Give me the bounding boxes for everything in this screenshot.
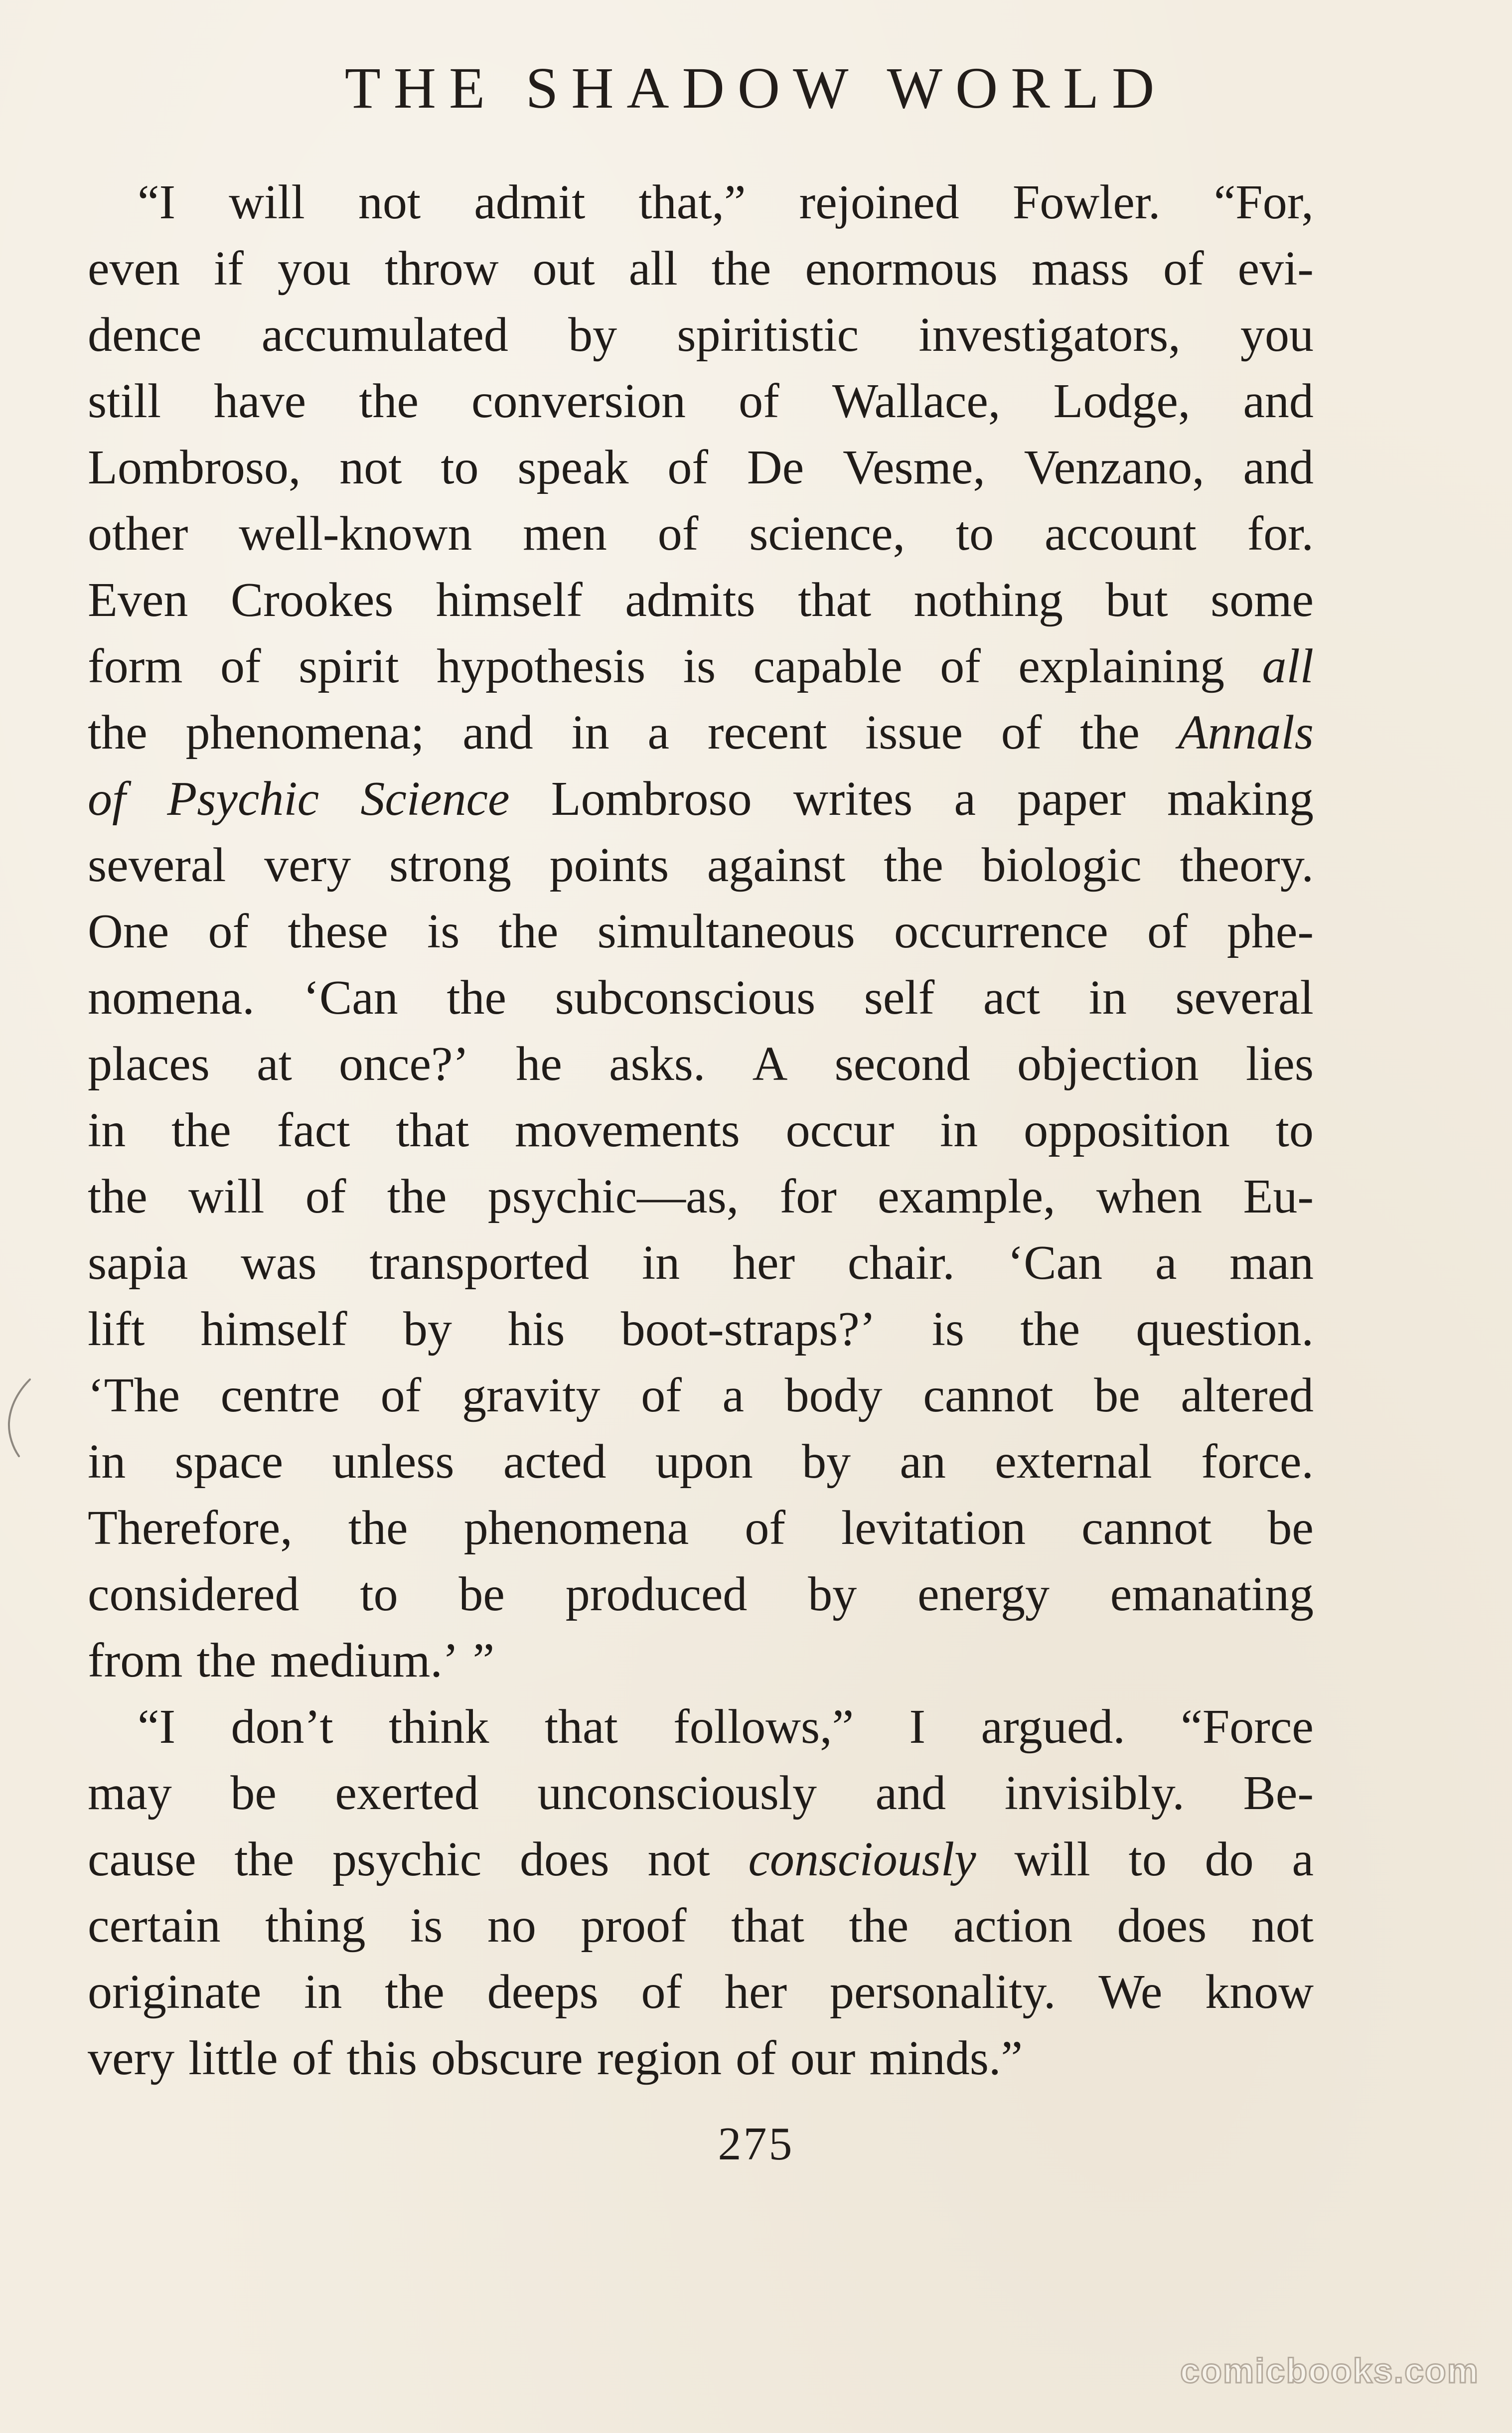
text-line <box>88 1495 1314 1561</box>
word: not <box>339 441 402 494</box>
word: throw <box>384 242 499 296</box>
word: emanating <box>1110 1567 1314 1621</box>
word: objection <box>1017 1037 1199 1091</box>
text-line <box>88 1296 1314 1363</box>
word: De <box>747 441 804 494</box>
text-line <box>88 633 1314 700</box>
word: that <box>798 573 872 627</box>
word: writes <box>793 772 913 826</box>
word: be <box>458 1567 505 1621</box>
word: levitation <box>841 1501 1026 1555</box>
word: the <box>385 1965 445 2019</box>
text-line <box>88 501 1314 567</box>
word: spirit <box>299 639 399 693</box>
word: is <box>683 639 716 693</box>
word: very <box>88 2031 175 2085</box>
word: and <box>875 1766 946 1820</box>
word: dence <box>88 308 202 362</box>
word: of <box>305 1170 346 1223</box>
word: will <box>229 175 305 229</box>
word: of <box>1163 242 1204 296</box>
word: occurrence <box>894 905 1108 958</box>
word: several <box>88 838 226 892</box>
word: obscure <box>431 2031 583 2085</box>
word: a <box>1292 1832 1314 1886</box>
word: sapia <box>88 1236 188 1290</box>
word: against <box>707 838 846 892</box>
word: a <box>954 772 976 826</box>
word: have <box>214 374 306 428</box>
word: A <box>752 1037 788 1091</box>
word: Annals <box>1178 706 1314 760</box>
word: making <box>1167 772 1314 826</box>
text-line <box>88 435 1314 501</box>
word: of <box>667 441 709 494</box>
word: be <box>1267 1501 1314 1555</box>
word: when <box>1096 1170 1203 1223</box>
word: rejoined <box>799 175 959 229</box>
word: strong <box>389 838 511 892</box>
word: the <box>1080 706 1140 760</box>
word: he <box>516 1037 562 1091</box>
word: does <box>520 1832 609 1886</box>
word: do <box>1205 1832 1254 1886</box>
text-line <box>88 1164 1314 1230</box>
word: minds.” <box>869 2031 1023 2085</box>
word: the <box>196 1634 257 1687</box>
word: action <box>953 1899 1073 1953</box>
word: cause <box>88 1832 196 1886</box>
text-line <box>88 700 1314 766</box>
word: of <box>739 374 779 428</box>
word: out <box>532 242 595 296</box>
word: “I <box>138 175 176 229</box>
word: men <box>523 507 607 561</box>
word: by <box>568 308 617 362</box>
word: to <box>360 1567 398 1621</box>
text-line <box>88 1893 1314 1959</box>
word: our <box>790 2031 856 2085</box>
word: will <box>1014 1832 1090 1886</box>
word: Venzano, <box>1024 441 1205 494</box>
word: himself <box>436 573 583 627</box>
word: is <box>931 1302 965 1356</box>
word: “For, <box>1213 175 1314 229</box>
word: phenomena; <box>185 706 425 760</box>
word: the <box>447 971 507 1025</box>
word: his <box>508 1302 565 1356</box>
word: accumulated <box>261 308 508 362</box>
word: account <box>1045 507 1197 561</box>
word: upon <box>655 1435 753 1489</box>
word: transported <box>369 1236 590 1290</box>
word: be <box>230 1766 277 1820</box>
word: thing <box>265 1899 366 1953</box>
text-line <box>88 2025 1314 2092</box>
word: Vesme, <box>843 441 985 494</box>
word: the <box>359 374 419 428</box>
word: Fowler. <box>1012 175 1161 229</box>
word: occur <box>785 1103 895 1157</box>
word: ” <box>472 1634 495 1687</box>
word: of <box>940 639 981 693</box>
word: movements <box>514 1103 740 1157</box>
word: in <box>571 706 609 760</box>
word: Lombroso <box>551 772 752 826</box>
word: admit <box>474 175 586 229</box>
word: to <box>955 507 994 561</box>
word: by <box>403 1302 452 1356</box>
word: We <box>1098 1965 1163 2019</box>
word: these <box>288 905 388 958</box>
text-line <box>88 965 1314 1031</box>
word: to <box>1275 1103 1314 1157</box>
word: don’t <box>231 1700 333 1754</box>
word: psychic—as, <box>487 1170 739 1223</box>
text-line <box>88 302 1314 368</box>
word: enormous <box>805 242 998 296</box>
word: certain <box>88 1899 221 1953</box>
word: in <box>88 1435 126 1489</box>
word: you <box>1240 308 1314 362</box>
word: very <box>264 838 351 892</box>
word: of <box>88 772 126 826</box>
word: think <box>388 1700 489 1754</box>
page-number: 275 <box>718 2118 794 2170</box>
word: in <box>304 1965 342 2019</box>
word: consciously <box>748 1832 976 1886</box>
word: biologic <box>981 838 1142 892</box>
word: the <box>711 242 771 296</box>
word: to <box>1128 1832 1167 1886</box>
word: mass <box>1031 242 1129 296</box>
word: the <box>884 838 943 892</box>
word: a <box>722 1369 745 1422</box>
word: deeps <box>487 1965 599 2019</box>
word: even <box>88 242 180 296</box>
word: in <box>641 1236 680 1290</box>
text-line <box>88 766 1314 832</box>
text-line <box>88 1031 1314 1097</box>
word: act <box>983 971 1041 1025</box>
text-line <box>88 368 1314 435</box>
word: that <box>731 1899 805 1953</box>
word: be <box>1094 1369 1140 1422</box>
word: is <box>410 1899 443 1953</box>
word: admits <box>625 573 756 627</box>
word: was <box>241 1236 317 1290</box>
text-line <box>88 1230 1314 1296</box>
word: Be- <box>1243 1766 1314 1820</box>
word: considered <box>88 1567 300 1621</box>
text-line <box>88 832 1314 899</box>
word: to <box>441 441 479 494</box>
word: I <box>909 1700 926 1754</box>
word: external <box>995 1435 1152 1489</box>
word: explaining <box>1018 639 1225 693</box>
word: invisibly. <box>1004 1766 1185 1820</box>
word: and <box>462 706 533 760</box>
word: unless <box>332 1435 454 1489</box>
word: of <box>220 639 261 693</box>
word: other <box>88 507 188 561</box>
word: will <box>188 1170 265 1223</box>
word: from <box>88 1634 183 1687</box>
word: the <box>849 1899 909 1953</box>
word: of <box>745 1501 785 1555</box>
word: of <box>1147 905 1188 958</box>
word: the <box>234 1832 295 1886</box>
word: some <box>1210 573 1314 627</box>
word: not <box>647 1832 710 1886</box>
word: argued. <box>981 1700 1125 1754</box>
text-line <box>88 1694 1314 1760</box>
word: conversion <box>471 374 686 428</box>
word: cannot <box>1081 1501 1212 1555</box>
word: an <box>900 1435 946 1489</box>
text-line <box>88 236 1314 302</box>
word: theory. <box>1180 838 1314 892</box>
word: Psychic <box>167 772 319 826</box>
running-head: THE SHADOW WORLD <box>344 55 1168 121</box>
word: ‘Can <box>1007 1236 1103 1290</box>
word: energy <box>917 1567 1050 1621</box>
word: lift <box>88 1302 145 1356</box>
word: Lombroso, <box>88 441 301 494</box>
text-line <box>88 1429 1314 1495</box>
word: originate <box>88 1965 262 2019</box>
word: chair. <box>847 1236 955 1290</box>
word: example, <box>878 1170 1056 1223</box>
word: Therefore, <box>88 1501 293 1555</box>
margin-pencil-mark <box>4 1375 34 1460</box>
word: lies <box>1245 1037 1314 1091</box>
word: the <box>88 706 148 760</box>
word: of <box>380 1369 422 1422</box>
text-line <box>88 567 1314 633</box>
word: may <box>88 1766 172 1820</box>
word: all <box>1262 639 1314 693</box>
word: exerted <box>335 1766 479 1820</box>
word: the <box>1020 1302 1080 1356</box>
word: speak <box>517 441 629 494</box>
word: Eu- <box>1243 1170 1314 1223</box>
word: opposition <box>1024 1103 1230 1157</box>
word: that <box>544 1700 618 1754</box>
word: and <box>1243 441 1314 494</box>
word: Crookes <box>230 573 394 627</box>
word: but <box>1105 573 1168 627</box>
word: follows,” <box>673 1700 854 1754</box>
word: a <box>1155 1236 1177 1290</box>
word: well-known <box>239 507 472 561</box>
text-line <box>88 1760 1314 1826</box>
text-line <box>88 899 1314 965</box>
text-line <box>88 169 1314 236</box>
text-line <box>88 1959 1314 2025</box>
word: the <box>88 1170 148 1223</box>
text-line <box>88 1363 1314 1429</box>
word: that <box>396 1103 469 1157</box>
word: does <box>1117 1899 1207 1953</box>
word: force. <box>1201 1435 1314 1489</box>
word: question. <box>1136 1302 1314 1356</box>
word: “I <box>138 1700 176 1754</box>
word: second <box>834 1037 970 1091</box>
word: Science <box>360 772 510 826</box>
word: body <box>784 1369 883 1422</box>
word: of <box>208 905 249 958</box>
word: once?’ <box>339 1037 469 1091</box>
word: hypothesis <box>437 639 646 693</box>
word: spiritistic <box>677 308 859 362</box>
word: of <box>292 2031 333 2085</box>
word: the <box>348 1501 408 1555</box>
word: that,” <box>638 175 746 229</box>
word: still <box>88 374 161 428</box>
word: nomena. <box>88 971 255 1025</box>
word: investigators, <box>918 308 1181 362</box>
word: asks. <box>609 1037 706 1091</box>
word: space <box>174 1435 284 1489</box>
word: places <box>88 1037 210 1091</box>
word: in <box>1088 971 1127 1025</box>
word: subconscious <box>555 971 816 1025</box>
word: the <box>171 1103 231 1157</box>
word: capable <box>753 639 903 693</box>
text-line <box>88 1826 1314 1893</box>
word: for. <box>1247 507 1314 561</box>
word: produced <box>565 1567 748 1621</box>
word: centre <box>220 1369 340 1422</box>
word: Wallace, <box>832 374 1001 428</box>
word: science, <box>749 507 906 561</box>
word: boot-straps?’ <box>620 1302 876 1356</box>
word: a <box>647 706 670 760</box>
word: by <box>808 1567 857 1621</box>
word: gravity <box>461 1369 601 1422</box>
word: know <box>1205 1965 1314 2019</box>
word: cannot <box>923 1369 1054 1422</box>
text-line <box>88 1628 1314 1694</box>
word: if <box>214 242 244 296</box>
word: phenomena <box>463 1501 689 1555</box>
word: of <box>641 1965 682 2019</box>
word: and <box>1243 374 1314 428</box>
word: the <box>498 905 559 958</box>
word: the <box>387 1170 447 1223</box>
word: in <box>940 1103 978 1157</box>
watermark: comicbooks.com <box>1180 2351 1479 2390</box>
word: at <box>257 1037 292 1091</box>
word: himself <box>200 1302 347 1356</box>
word: personality. <box>829 1965 1056 2019</box>
word: fact <box>277 1103 350 1157</box>
word: phe- <box>1226 905 1314 958</box>
word: acted <box>503 1435 606 1489</box>
word: One <box>88 905 169 958</box>
word: for <box>779 1170 837 1223</box>
word: issue <box>865 706 963 760</box>
word: evi- <box>1237 242 1314 296</box>
text-line <box>88 1561 1314 1628</box>
word: paper <box>1017 772 1126 826</box>
word: several <box>1175 971 1314 1025</box>
word: self <box>864 971 935 1025</box>
word: psychic <box>332 1832 482 1886</box>
word: points <box>549 838 669 892</box>
word: this <box>346 2031 418 2085</box>
word: all <box>628 242 678 296</box>
word: not <box>1251 1899 1314 1953</box>
word: of <box>1001 706 1042 760</box>
word: of <box>657 507 699 561</box>
word: proof <box>581 1899 687 1953</box>
word: form <box>88 639 183 693</box>
word: medium.’ <box>270 1634 459 1687</box>
word: man <box>1229 1236 1314 1290</box>
word: by <box>802 1435 851 1489</box>
word: simultaneous <box>597 905 855 958</box>
word: “Force <box>1181 1700 1314 1754</box>
word: unconsciously <box>537 1766 817 1820</box>
word: not <box>358 175 421 229</box>
word: you <box>277 242 351 296</box>
word: Lodge, <box>1053 374 1191 428</box>
body-text <box>88 169 1314 2092</box>
word: region <box>597 2031 722 2085</box>
word: nothing <box>913 573 1063 627</box>
text-line <box>88 1097 1314 1164</box>
word: of <box>736 2031 776 2085</box>
word: recent <box>707 706 827 760</box>
word: is <box>427 905 460 958</box>
word: ‘The <box>88 1369 180 1422</box>
word: altered <box>1181 1369 1314 1422</box>
word: ‘Can <box>303 971 398 1025</box>
word: no <box>487 1899 536 1953</box>
word: in <box>88 1103 126 1157</box>
word: little <box>188 2031 278 2085</box>
word: her <box>733 1236 795 1290</box>
word: her <box>724 1965 787 2019</box>
word: of <box>641 1369 682 1422</box>
word: Even <box>88 573 188 627</box>
